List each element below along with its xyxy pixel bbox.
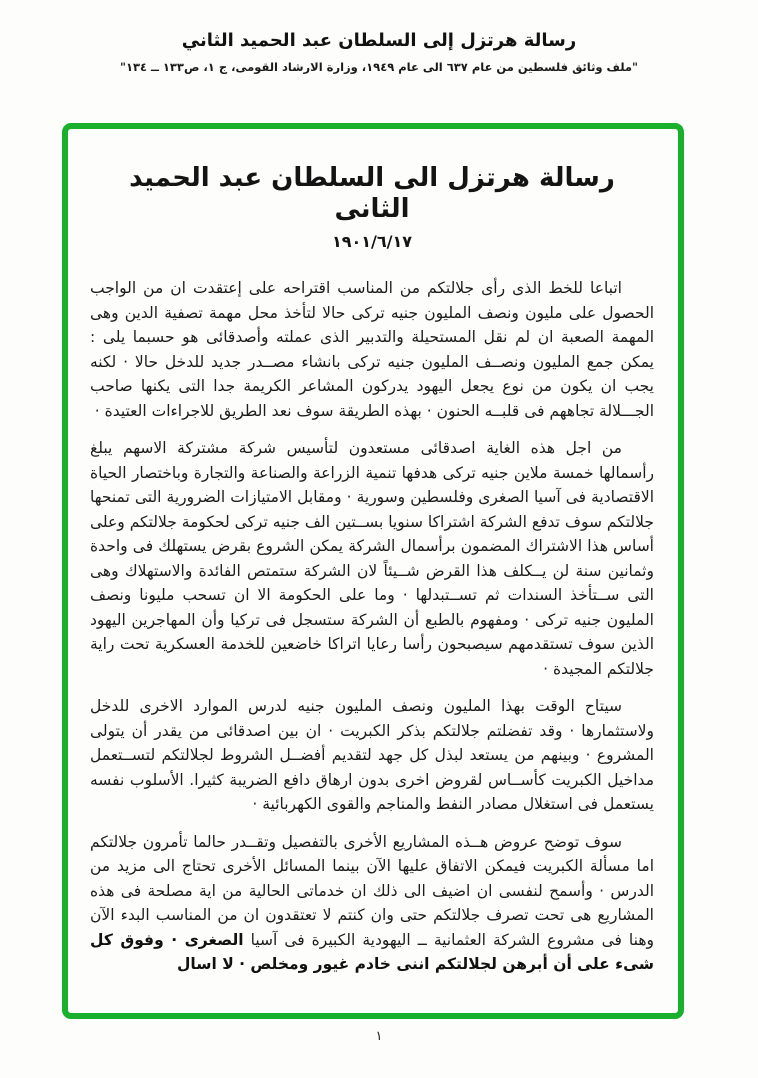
paragraph-4-text: سوف توضح عروض هــذه المشاريع الأخرى بالتفصيل وتقــدر حالما تأمرون جلالتكم اما مسألة الكبريت فيمكن الاتفاق عليها الآن بينما المسائل الأخرى تحتاج الى مزيد من الدرس · وأسمح لنفسى ان اضيف الى ذلك ان خدماتى الحالية من اية مصلحة فى هذه المشاريع هى تحت تصرف جلالتكم حتى وان كنتم لا تعتقدون ان من المناسب البدء الآن وهنا فى مشروع الشركة العثمانية ــ اليهودية الكبيرة فى آسيا [90,832,654,949]
header-title: رسالة هرتزل إلى السلطان عبد الحميد الثاني [181,30,577,51]
paragraph-2: من اجل هذه الغاية اصدقائى مستعدون لتأسيس شركة مشتركة الاسهم يبلغ رأسمالها خمسة ملاين جنيه تركى هدفها تنمية الزراعة والصناعة والتجارة وباختصار الحياة الاقتصادية فى آسيا الصغرى وفلسطين وسورية · ومقابل الامتيازات الضرورية التى تمنحها جلالتكم سوف تدفع الشركة اشتراكا سنويا بســتين الف جنيه تركى لحكومة جلالتكم وعلى أساس هذا الاشتراك المضمون برأسمال الشركة يمكن الشروع بقرض يستهلك فى واحدة وثمانين سنة لن يــكلف هذا القرض شــيئاً لان الشركة ستمتص الفائدة والاستهلاك وهى التى ســتأخذ السندات ثم تســتبدلها · وما على الحكومة الا ان تسحب مليونا ونصف المليون جنيه تركى · ومفهوم بالطبع أن الشركة ستسجل فى تركيا وأن المهاجرين اليهود الذين سوف تستقدمهم سيصبحون رأسا رعايا اتراكا خاضعين للخدمة العسكرية تحت راية جلالتكم المجيدة · [90,439,654,678]
document-frame [62,123,684,1019]
document-body [90,276,654,977]
paragraph-4-bold-text: الصغرى · وفوق كل شىء على أن أبرهن لجلالتكم اننى خادم غيور ومخلص · لا اسال [90,930,654,974]
paragraph-1: اتباعا للخط الذى رأى جلالتكم من المناسب اقتراحه على إعتقدت ان من الواجب الحصول على مليون ونصف المليون جنيه تركى حالا لتأخذ محل مهمة تصفية الدين وهى المهمة الصعبة ان لم نقل المستحيلة والتدبير الذى عملته وأصدقائى هو حسبما يلى : يمكن جمع المليون ونصــف المليون جنيه تركى بانشاء مصــدر جديد للدخل حالا · لكنه يجب ان يكون من نوع يجعل اليهود يدركون المشاعر الكريمة جدا التى يكنها صاحب الجـــلالة تجاههم فى قلبــه الحنون · بهذه الطريقة سوف نعد الطريق للاجراءات العتيدة · [90,279,654,420]
document-title: رسالة هرتزل الى السلطان عبد الحميد الثانى [129,163,615,225]
paragraph-3: سيتاح الوقت بهذا المليون ونصف المليون جنيه لدرس الموارد الاخرى للدخل ولاستثمارها · وقد تفضلتم جلالتكم بذكر الكبريت · ان بين اصدقائى من يقدر أن يتولى المشروع · وبينهم من يستعد لبذل كل جهد لتقديم أفضــل الشروط لجلالتكم لتســتعمل مداخيل الكبريت كأســاس لقروض اخرى بدون ارهاق دافع الضريبة كثيرا. الأسلوب نفسه يستعمل فى استغلال مصادر النفط والمناجم والقوى الكهربائية · [90,697,654,814]
header-source-citation: "ملف وثائق فلسطين من عام ٦٣٧ الى عام ١٩٤٩، وزارة الارشاد القومى، ج ١، ص١٣٣ ــ ١٣٤" [119,60,639,74]
paragraph-4 [90,830,654,977]
document-date: ١٩٠١/٦/١٧ [331,232,413,252]
page-number: ١ [375,1029,383,1044]
page-header [0,0,758,74]
